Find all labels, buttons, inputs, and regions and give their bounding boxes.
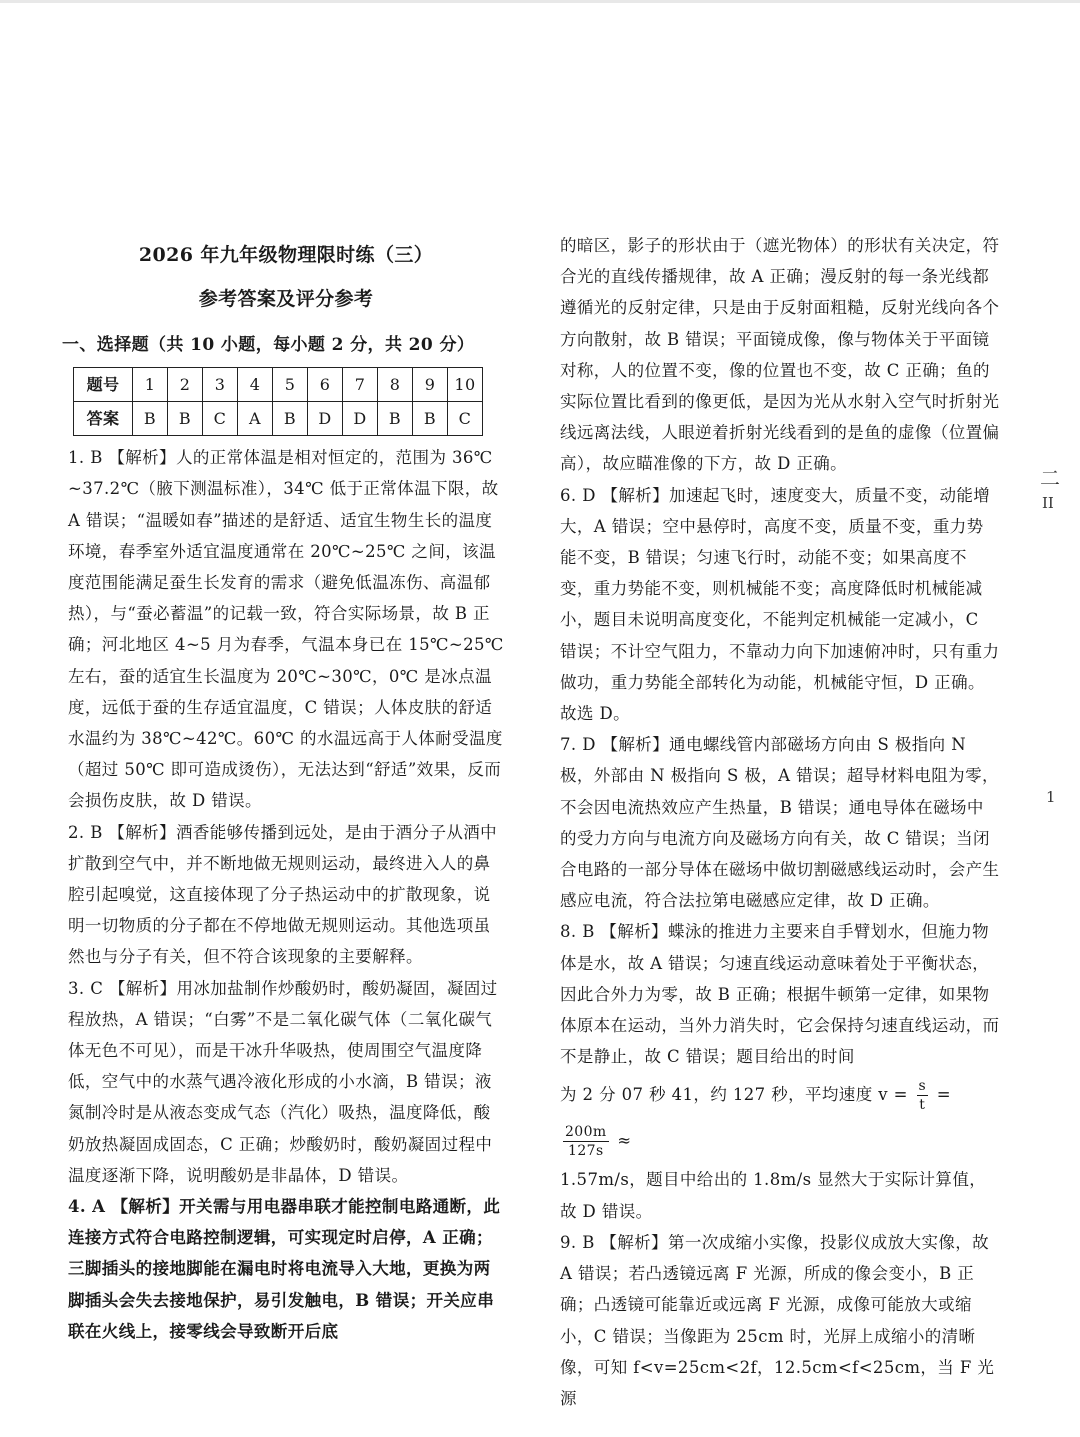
fraction-s-over-t	[917, 1077, 929, 1114]
scan-top-edge	[0, 0, 1080, 3]
speed-formula-text: 为 2 分 07 秒 41，约 127 秒，平均速度 v =	[560, 1085, 908, 1105]
table-cell: 5	[273, 368, 308, 402]
table-cell: 4	[238, 368, 273, 402]
fraction-numerator: 200m	[565, 1124, 607, 1141]
table-cell: 10	[448, 368, 483, 402]
table-row-label: 题号	[74, 368, 133, 402]
right-column	[560, 230, 1000, 1414]
table-cell: B	[413, 402, 448, 436]
table-cell: C	[203, 402, 238, 436]
table-cell: A	[238, 402, 273, 436]
answer-explanation-5-continued: 的暗区，影子的形状由于（遮光物体）的形状有关决定，符合光的直线传播规律，故 A 正确；漫反射的每一条光线都遵循光的反射定律，只是由于反射面粗糙，反射光线向各个方向散射，故 B 错误；平面镜成像，像与物体关于平面镜对称，人的位置不变，像的位置也不变，故 C 正确；鱼的实际位置比看到的像更低，是因为光从水射入空气时折射光线远离法线，人眼逆着折射光线看到的是鱼的虚像（位置偏高），故应瞄准像的下方，故 D 正确。	[560, 236, 1000, 474]
table-cell: 7	[343, 368, 378, 402]
answer-explanation-4: 4. A 【解析】开关需与用电器串联才能控制电路通断，此连接方式符合电路控制逻辑，可实现定时启停，A 正确；三脚插头的接地脚能在漏电时将电流导入大地，更换为两脚插头会失去接地保护，易引发触电，B 错误；开关应串联在火线上，接零线会导致断开后底	[68, 1197, 501, 1341]
equals-sign: =	[936, 1085, 951, 1105]
section-heading: 一、选择题（共 10 小题，每小题 2 分，共 20 分）	[62, 335, 475, 355]
table-cell: 3	[203, 368, 238, 402]
table-cell: 2	[168, 368, 203, 402]
answer-explanation-6: 6. D 【解析】加速起飞时，速度变大，质量不变，动能增大，A 错误；空中悬停时，高度不变，质量不变，重力势能不变，B 错误；匀速飞行时，动能不变；如果高度不变，重力势能不变，则机械能不变；高度降低时机械能减小，题目未说明高度变化，不能判定机械能一定减小，C 错误；不计空气阻力，不靠动力向下加速俯冲时，只有重力做功，重力势能全部转化为动能，机械能守恒，D 正确。故选 D。	[560, 485, 1000, 724]
fraction-denominator: t	[919, 1097, 926, 1114]
answer-table-answer-row	[74, 402, 483, 436]
table-cell: 6	[308, 368, 343, 402]
answer-explanation-8	[560, 916, 1000, 1226]
table-cell: B	[133, 402, 168, 436]
margin-mark-mid: II	[1042, 494, 1054, 512]
fraction-numerator: s	[918, 1078, 927, 1095]
answer-explanation-9: 9. B 【解析】第一次成缩小实像，投影仪成放大实像，故 A 错误；若凸透镜远离 F 光源，所成的像会变小，B 正确；凸透镜可能靠近或远离 F 光源，成像可能放大或缩小，C 错误；当像距为 25cm 时，光屏上成缩小的清晰像，可知 f<v=25cm<2f，12.5cm<f<25cm，当 F 光源	[560, 1232, 995, 1408]
page-title: 2026 年九年级物理限时练（三）	[138, 244, 434, 266]
answer-explanation-7: 7. D 【解析】通电螺线管内部磁场方向由 S 极指向 N 极，外部由 N 极指向 S 极，A 错误；超导材料电阻为零，不会因电流热效应产生热量，B 错误；通电导体在磁场中的受力方向与电流方向及磁场方向有关，故 C 错误；当闭合电路的一部分导体在磁场中做切割磁感线运动时，会产生感应电流，符合法拉第电磁感应定律，故 D 正确。	[560, 735, 1000, 911]
table-row-label: 答案	[74, 402, 133, 436]
table-cell: D	[308, 402, 343, 436]
answer-explanation-2: 2. B 【解析】酒香能够传播到远处，是由于酒分子从酒中扩散到空气中，并不断地做无规则运动，最终进入人的鼻腔引起嗅觉，这直接体现了分子热运动中的扩散现象，说明一切物质的分子都在不停地做无规则运动。其他选项虽然也与分子有关，但不符合该现象的主要解释。	[68, 822, 498, 967]
page-subtitle: 参考答案及评分参考	[198, 288, 374, 310]
fraction-distance-over-time	[563, 1123, 609, 1160]
table-cell: B	[378, 402, 413, 436]
table-cell: 9	[413, 368, 448, 402]
table-cell: 8	[378, 368, 413, 402]
answer-explanation-8-part-c: 1.57m/s，题目中给出的 1.8m/s 显然大于实际计算值，故 D 错误。	[560, 1170, 987, 1221]
answer-explanation-1: 1. B 【解析】人的正常体温是相对恒定的，范围为 36℃ ~37.2℃（腋下测温标准），34℃ 低于正常体温下限，故 A 错误；“温暖如春”描述的是舒适、适宜生物生长的温度环境，春季室外适宜温度通常在 20℃~25℃ 之间，该温度范围能满足蚕生长发育的需求（避免低温冻伤、高温郁热），与“蚕必蓄温”的记载一致，符合实际场景，故 B 正确；河北地区 4~5 月为春季，气温本身已在 15℃~25℃ 左右，蚕的适宜生长温度为 20℃~30℃，0℃ 是冰点温度，远低于蚕的生存适宜温度，C 错误；人体皮肤的舒适水温约为 38℃~42℃。60℃ 的水温远高于人体耐受温度（超过 50℃ 即可造成烫伤），无法达到“舒适”效果，反而会损伤皮肤，故 D 错误。	[68, 448, 504, 811]
table-cell: C	[448, 402, 483, 436]
fraction-denominator: 127s	[568, 1143, 604, 1160]
table-cell: D	[343, 402, 378, 436]
left-column	[62, 232, 504, 1347]
answer-table-number-row	[74, 368, 483, 402]
table-cell: B	[273, 402, 308, 436]
answer-explanation-3: 3. C 【解析】用冰加盐制作炒酸奶时，酸奶凝固，凝固过程放热，A 错误；“白雾”不是二氧化碳气体（二氧化碳气体无色不可见），而是干冰升华吸热，使周围空气温度降低，空气中的水蒸气遇冷液化形成的小水滴，B 错误；液氮制冷时是从液态变成气态（汽化）吸热，温度降低，酸奶放热凝固成固态，C 正确；炒酸奶时，酸奶凝固过程中温度逐渐下降，说明酸奶是非晶体，D 错误。	[68, 978, 498, 1185]
table-cell: B	[168, 402, 203, 436]
answer-table	[73, 367, 483, 436]
margin-mark-top: 二	[1040, 466, 1060, 490]
answer-explanation-8-part-a: 8. B 【解析】蝶泳的推进力主要来自手臂划水，但施力物体是水，故 A 错误；匀速直线运动意味着处于平衡状态，因此合外力为零，故 B 正确；根据牛顿第一定律，如果物体原本在运动，当外力消失时，它会保持匀速直线运动，而不是静止，故 C 错误；题目给出的时间	[560, 922, 1000, 1067]
speed-formula-line	[560, 1072, 1000, 1164]
margin-mark-low: 1	[1046, 788, 1056, 806]
approx-sign: ≈	[617, 1131, 632, 1151]
table-cell: 1	[133, 368, 168, 402]
